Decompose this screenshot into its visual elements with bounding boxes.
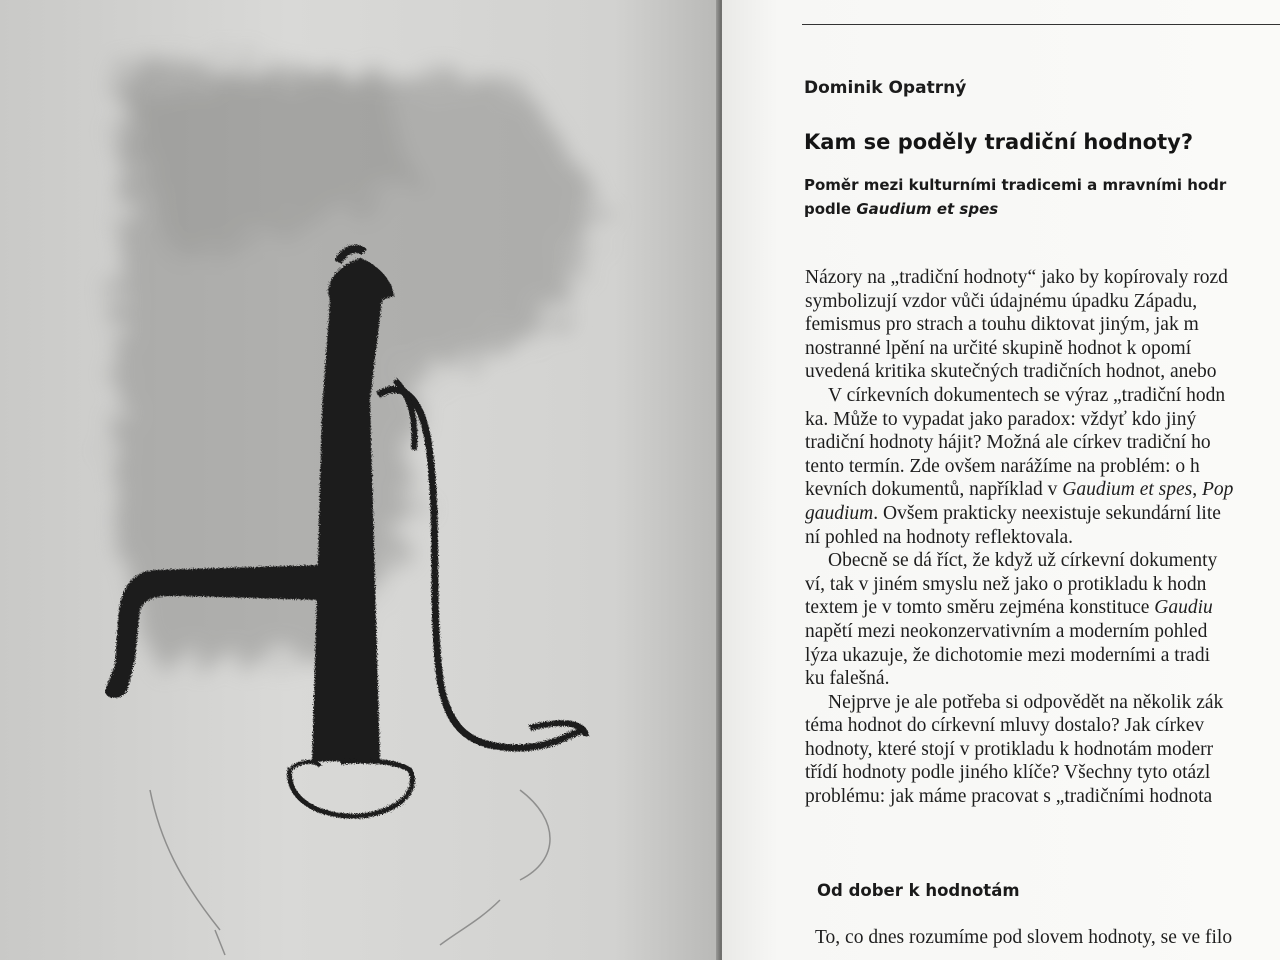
subtitle-line-1: Poměr mezi kulturními tradicemi a mravními hodr — [804, 176, 1227, 194]
text-run: . Ovšem prakticky neexistuje sekundární lite — [873, 502, 1221, 524]
italic-run: Gaudium et spes — [1062, 479, 1193, 501]
body-line: symbolizují vzdor vůči údajnému úpadku Západu, — [805, 290, 1198, 312]
body-line: napětí mezi neokonzervativním a moderním pohled — [805, 620, 1208, 642]
body-line: femismus pro strach a touhu diktovat jiným, jak m — [805, 314, 1199, 336]
right-page-text — [722, 0, 1280, 960]
italic-run: Gaudiu — [1154, 597, 1213, 619]
body-line — [805, 478, 1233, 502]
subtitle-prefix: podle — [804, 200, 857, 218]
body-line — [805, 502, 1233, 526]
text-run: kevních dokumentů, například v — [805, 479, 1063, 501]
body-line: V církevních dokumentech se výraz „tradiční hodn — [828, 384, 1226, 406]
body-line: téma hodnot do církevní mluvy dostalo? Jak církev — [805, 715, 1205, 737]
body-line — [805, 596, 1233, 620]
body-line: lýza ukazuje, že dichotomie mezi moderními a tradi — [805, 644, 1211, 666]
italic-run: gaudium — [805, 502, 874, 524]
section-body-line: To, co dnes rozumíme pod slovem hodnoty, se ve filo — [815, 927, 1233, 948]
header-rule — [802, 24, 1280, 25]
body-line: Nejprve je ale potřeba si odpovědět na několik zák — [828, 691, 1224, 713]
body-line: ví, tak v jiném smyslu než jako o protikladu k hodn — [805, 573, 1207, 595]
body-line: tradiční hodnoty hájit? Možná ale církev tradiční ho — [805, 432, 1211, 454]
text-run: textem je v tomto směru zejména konstituce — [805, 597, 1155, 619]
subtitle-italic-title: Gaudium et spes — [856, 200, 999, 218]
body-line: uvedená kritika skutečných tradičních hodnot, anebo — [805, 361, 1217, 383]
article-title: Kam se poděly tradiční hodnoty? — [804, 130, 1194, 154]
body-line: problému: jak máme pracovat s „tradičními hodnota — [805, 786, 1213, 808]
body-line: Názory na „tradiční hodnoty“ jako by kopírovaly rozd — [805, 267, 1228, 288]
body-line: hodnoty, které stojí v protikladu k hodnotám moderr — [805, 738, 1214, 760]
italic-run: Pop — [1201, 479, 1234, 501]
body-line: ní pohled na hodnoty reflektovala. — [805, 526, 1074, 548]
body-line: ku falešná. — [805, 668, 890, 690]
text-run: , — [1192, 479, 1202, 501]
section-heading: Od dober k hodnotám — [817, 881, 1020, 900]
article-subtitle — [804, 173, 1226, 221]
author-name: Dominik Opatrný — [804, 78, 967, 98]
subtitle-line-2 — [804, 197, 1226, 221]
body-line: Obecně se dá říct, že když už církevní dokumenty — [828, 550, 1218, 572]
body-line: ka. Může to vypadat jako paradox: vždyť kdo jiný — [805, 408, 1197, 430]
body-line: tento termín. Zde ovšem narážíme na problém: o h — [805, 455, 1200, 477]
body-line: nostranné lpění na určité skupině hodnot k opomí — [805, 337, 1192, 359]
body-text — [805, 266, 1233, 809]
body-line: třídí hodnoty podle jiného klíče? Všechny tyto otázl — [805, 762, 1211, 784]
